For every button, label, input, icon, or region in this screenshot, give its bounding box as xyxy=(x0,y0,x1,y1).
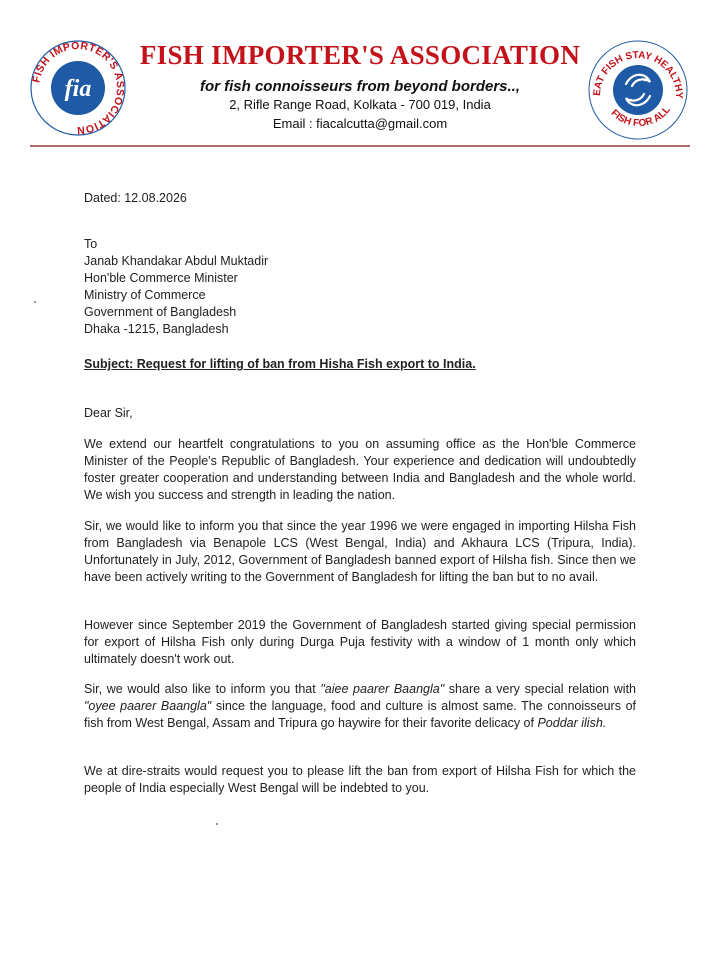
salutation: Dear Sir, xyxy=(84,406,133,420)
header-divider xyxy=(30,145,690,147)
recipient-line: To xyxy=(84,237,98,251)
logo-left-ring-text: FISH IMPORTER'S ASSOCIATION xyxy=(30,39,127,137)
org-name: FISH IMPORTER'S ASSOCIATION xyxy=(139,40,581,70)
org-email: Email : fiacalcutta@gmail.com xyxy=(272,116,448,131)
p4-text: Sir, we would also like to inform you that xyxy=(84,682,321,696)
logo-right-ring-bottom: FISH FOR ALL xyxy=(608,104,673,130)
paragraph-special-permission: However since September 2019 the Government of Bangladesh started giving special permission for export of Hilsha Fish only during Durga Puja festivity with a window of 1 month only which ultimately doesn't work out. xyxy=(84,618,636,666)
recipient-line: Ministry of Commerce xyxy=(84,288,206,302)
recipient-line: Dhaka -1215, Bangladesh xyxy=(84,322,229,336)
paragraph-request: We at dire-straits would request you to please lift the ban from export of Hilsha Fish for which the people of India especially West Bengal will be indebted to you. xyxy=(84,764,636,795)
org-tagline: for fish connoisseurs from beyond borders.., xyxy=(199,78,521,95)
p4-italic-quote: "oyee paarer Baangla" xyxy=(84,699,212,713)
paragraph-congratulations: We extend our heartfelt congratulations to you on assuming office as the Hon'ble Commerce Minister of the People's Republic of Bangladesh. Your experience and dedication will undoubtedly foster greater cooperation and understanding between India and Bangladesh and the whole world. We wish you success and strength in leading the nation. xyxy=(84,437,636,502)
eat-fish-logo-icon xyxy=(586,38,690,142)
p4-italic-quote: "aiee paarer Baangla" xyxy=(320,682,445,696)
letter-date: Dated: 12.08.2026 xyxy=(84,191,187,205)
letter-subject: Subject: Request for lifting of ban from Hisha Fish export to India. xyxy=(84,357,476,371)
fia-logo-icon xyxy=(28,38,128,138)
org-address: 2, Rifle Range Road, Kolkata - 700 019, India xyxy=(229,97,491,112)
recipient-line: Janab Khandakar Abdul Muktadir xyxy=(84,254,269,268)
paragraph-cultural-relation xyxy=(84,681,636,732)
scan-speck xyxy=(216,823,218,825)
recipient-line: Hon'ble Commerce Minister xyxy=(84,271,238,285)
p4-text: since the language, food and culture is almost same. The connoisseurs of fish from West Bengal, Assam and Tripura go haywire for their favorite delicacy of xyxy=(84,699,637,730)
paragraph-import-history: Sir, we would like to inform you that since the year 1996 we were engaged in importing Hilsha Fish from Bangladesh via Benapole LCS (West Bengal, India) and Akhaura LCS (Tripura, India). Unfortunately in July, 2012, Government of Bangladesh banned export of Hilsha fish. Since then we have been actively writing to the Government of Bangladesh for lifting the ban but to no avail. xyxy=(84,519,636,584)
recipient-line: Government of Bangladesh xyxy=(84,305,237,319)
logo-right-ring-top: EAT FISH STAY HEALTHY xyxy=(591,49,685,99)
scan-speck xyxy=(34,301,36,303)
recipient-block xyxy=(84,236,268,338)
p4-text: share a very special relation with xyxy=(444,682,636,696)
logo-left-monogram: fia xyxy=(64,76,92,102)
p4-italic-quote: Poddar ilish. xyxy=(537,716,607,730)
